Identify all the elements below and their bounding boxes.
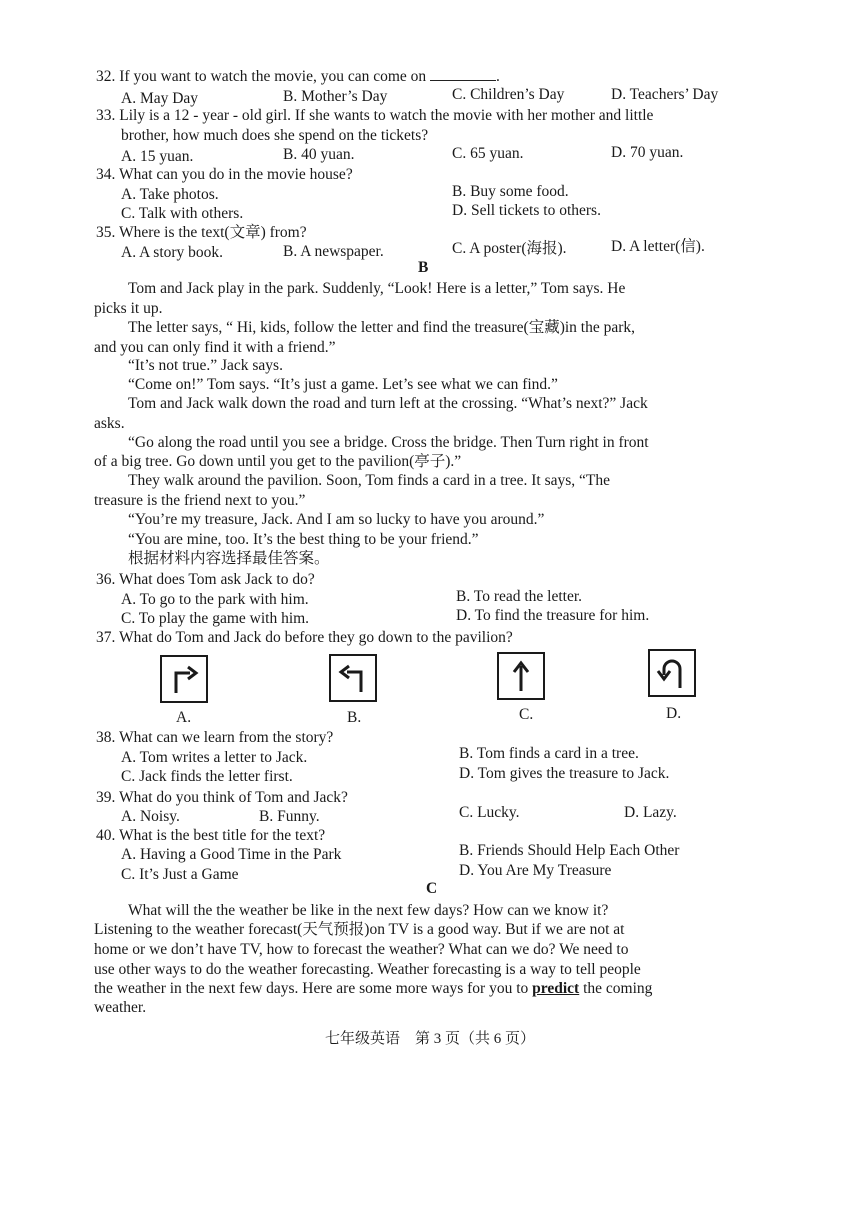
q39-stem: 39. What do you think of Tom and Jack? xyxy=(96,789,348,806)
q40-option-c: C. It’s Just a Game xyxy=(121,866,239,883)
q40-option-d: D. You Are My Treasure xyxy=(459,862,612,879)
passage-c-text: the coming xyxy=(583,980,653,997)
q35-option-a: A. A story book. xyxy=(121,244,224,261)
keyword-predict: predict xyxy=(532,980,580,997)
passage-b-line: of a big tree. Go down until you get to the pavilion(亭子).” xyxy=(94,453,462,470)
q35-stem: 35. Where is the text(文章) from? xyxy=(96,224,307,241)
q37-option-c: C. xyxy=(519,706,534,723)
passage-b-line: “Go along the road until you see a bridge. Cross the bridge. Then Turn right in front xyxy=(128,434,649,451)
q36-option-a: A. To go to the park with him. xyxy=(121,591,309,608)
q33-stem-line1: 33. Lily is a 12 - year - old girl. If she wants to watch the movie with her mother and little xyxy=(96,107,654,124)
passage-c-text: the weather in the next few days. Here are some more ways for you to xyxy=(94,980,529,997)
q33-option-a: A. 15 yuan. xyxy=(121,148,194,165)
q32-option-c: C. Children’s Day xyxy=(452,86,565,103)
q38-option-c: C. Jack finds the letter first. xyxy=(121,768,293,785)
q34-option-b: B. Buy some food. xyxy=(452,183,569,200)
q34-option-a: A. Take photos. xyxy=(121,186,219,203)
passage-b-line: The letter says, “ Hi, kids, follow the letter and find the treasure(宝藏)in the park, xyxy=(128,319,636,336)
passage-c-line: home or we don’t have TV, how to forecast the weather? What can we do? We need to xyxy=(94,941,629,958)
q37-option-a: A. xyxy=(176,709,192,726)
passage-b-line: asks. xyxy=(94,415,125,432)
q38-option-a: A. Tom writes a letter to Jack. xyxy=(121,749,308,766)
q39-option-a: A. Noisy. xyxy=(121,808,180,825)
q39-option-b: B. Funny. xyxy=(259,808,320,825)
passage-c-line: weather. xyxy=(94,999,147,1016)
q36-option-c: C. To play the game with him. xyxy=(121,610,310,627)
passage-b-line: Tom and Jack play in the park. Suddenly, “Look! Here is a letter,” Tom says. He xyxy=(128,280,626,297)
q39-option-d: D. Lazy. xyxy=(624,804,677,821)
q37-stem: 37. What do Tom and Jack do before they go down to the pavilion? xyxy=(96,629,513,646)
q38-option-d: D. Tom gives the treasure to Jack. xyxy=(459,765,670,782)
passage-b-line: They walk around the pavilion. Soon, Tom finds a card in a tree. It says, “The xyxy=(128,472,611,489)
passage-c-line: Listening to the weather forecast(天气预报)on TV is a good way. But if we are not at xyxy=(94,921,625,938)
q38-option-b: B. Tom finds a card in a tree. xyxy=(459,745,639,762)
q34-stem: 34. What can you do in the movie house? xyxy=(96,166,353,183)
passage-b-instruction: 根据材料内容选择最佳答案。 xyxy=(128,550,330,567)
q38-stem: 38. What can we learn from the story? xyxy=(96,729,334,746)
q32-option-b: B. Mother’s Day xyxy=(283,88,388,105)
q37-option-b: B. xyxy=(347,709,362,726)
q39-option-c: C. Lucky. xyxy=(459,804,520,821)
q35-option-d: D. A letter(信). xyxy=(611,238,705,255)
passage-b-line: treasure is the friend next to you.” xyxy=(94,492,306,509)
passage-b-line: Tom and Jack walk down the road and turn left at the crossing. “What’s next?” Jack xyxy=(128,395,648,412)
q32-answer-blank xyxy=(430,68,496,81)
q32-stem-end: . xyxy=(496,68,500,85)
q33-option-c: C. 65 yuan. xyxy=(452,145,524,162)
passage-b-line: “You are mine, too. It’s the best thing to be your friend.” xyxy=(128,531,479,548)
turn-right-arrow-icon xyxy=(160,655,208,703)
q32-option-a: A. May Day xyxy=(121,90,199,107)
passage-c-line: What will the the weather be like in the next few days? How can we know it? xyxy=(128,902,609,919)
passage-b-line: “It’s not true.” Jack says. xyxy=(128,357,283,374)
passage-b-line: picks it up. xyxy=(94,300,163,317)
q33-option-d: D. 70 yuan. xyxy=(611,144,684,161)
q37-option-d: D. xyxy=(666,705,682,722)
q40-option-b: B. Friends Should Help Each Other xyxy=(459,842,680,859)
q40-stem: 40. What is the best title for the text? xyxy=(96,827,326,844)
q35-option-b: B. A newspaper. xyxy=(283,243,384,260)
passage-b-line: “Come on!” Tom says. “It’s just a game. Let’s see what we can find.” xyxy=(128,376,558,393)
passage-b-line: “You’re my treasure, Jack. And I am so lucky to have you around.” xyxy=(128,511,545,528)
section-c-heading: C xyxy=(426,880,438,897)
q34-option-d: D. Sell tickets to others. xyxy=(452,202,601,219)
passage-c-line xyxy=(94,980,652,998)
turn-left-arrow-icon xyxy=(329,654,377,702)
page-footer: 七年级英语 第 3 页（共 6 页） xyxy=(324,1031,535,1047)
q36-option-b: B. To read the letter. xyxy=(456,588,583,605)
q33-stem-line2: brother, how much does she spend on the tickets? xyxy=(121,127,429,144)
q35-option-c: C. A poster(海报). xyxy=(452,240,567,257)
q36-option-d: D. To find the treasure for him. xyxy=(456,607,650,624)
q33-option-b: B. 40 yuan. xyxy=(283,146,355,163)
q36-stem: 36. What does Tom ask Jack to do? xyxy=(96,571,315,588)
passage-b-line: and you can only find it with a friend.” xyxy=(94,339,336,356)
q32-option-d: D. Teachers’ Day xyxy=(611,86,719,103)
q34-option-c: C. Talk with others. xyxy=(121,205,244,222)
q32-stem-text: 32. If you want to watch the movie, you can come on xyxy=(96,68,427,85)
straight-arrow-icon xyxy=(497,652,545,700)
q40-option-a: A. Having a Good Time in the Park xyxy=(121,846,342,863)
q32-stem xyxy=(96,68,500,86)
section-b-heading: B xyxy=(418,259,429,276)
passage-c-line: use other ways to do the weather forecasting. Weather forecasting is a way to tell people xyxy=(94,961,641,978)
u-turn-arrow-icon xyxy=(648,649,696,697)
